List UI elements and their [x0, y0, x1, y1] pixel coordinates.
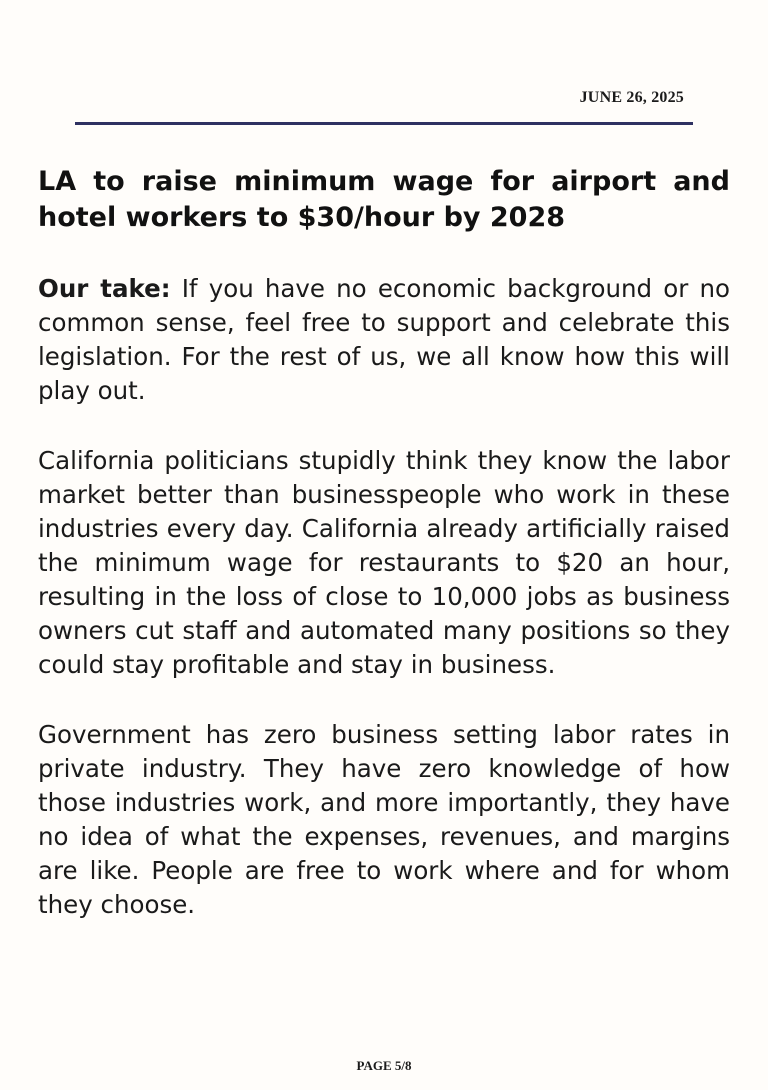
- page-number: PAGE 5/8: [356, 1058, 412, 1073]
- our-take-text: If you have no economic background or no common sense, feel free to support and celebrate this legislation. For the rest of us, we all know how this will play out.: [38, 274, 730, 405]
- body-paragraph-2: California politicians stupidly think they know the labor market better than businesspeople who work in these industries every day. California already artificially raised the minimum wage for restaurants to $20 an hour, resulting in the loss of close to 10,000 jobs as business owners cut staff and automated many positions so they could stay profitable and stay in business.: [38, 446, 730, 679]
- article-headline: LA to raise minimum wage for airport and hotel workers to $30/hour by 2028: [38, 166, 730, 233]
- our-take-paragraph: [38, 272, 730, 408]
- article-body: [38, 164, 730, 922]
- our-take-label: Our take:: [38, 274, 171, 303]
- body-paragraph-3: Government has zero business setting labor rates in private industry. They have zero knowledge of how those industries work, and more importantly, they have no idea of what the expenses, revenues, and margins are like. People are free to work where and for whom they choose.: [38, 720, 730, 919]
- publication-date: JUNE 26, 2025: [579, 89, 684, 106]
- header-divider: [75, 122, 693, 125]
